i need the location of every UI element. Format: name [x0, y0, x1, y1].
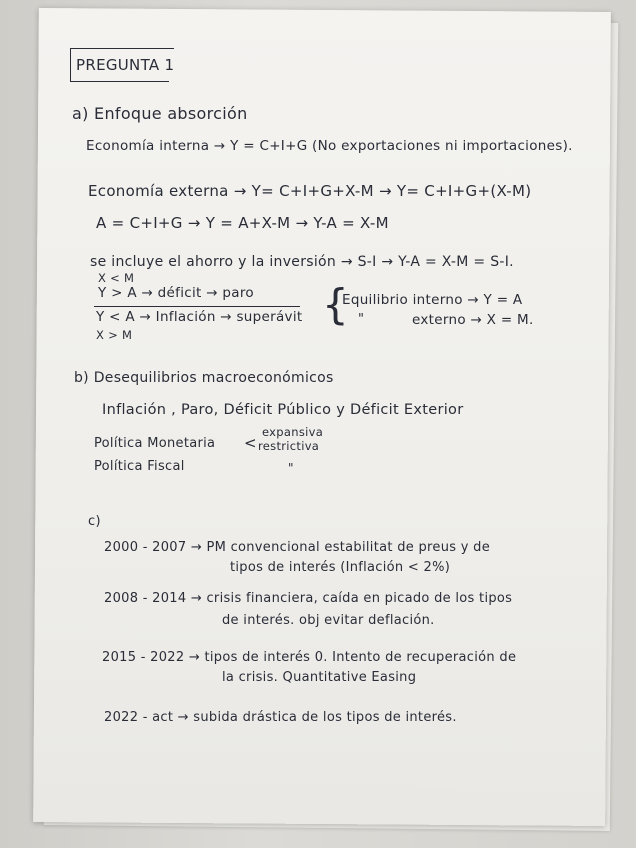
timeline-entry-1b: tipos de interés (Inflación < 2%) [230, 560, 451, 575]
section-b-heading: b) Desequilibrios macroeconómicos [74, 370, 334, 386]
section-a-line-3: A = C+I+G → Y = A+X-M → Y-A = X-M [96, 214, 389, 232]
fraction-bottom: Y < A → Inflación → superávit [96, 309, 303, 325]
section-a-line-2: Economía externa → Y= C+I+G+X-M → Y= C+I+G+(X-M) [88, 182, 532, 200]
fiscal-ditto: " [288, 461, 294, 475]
monetary-option-1: expansiva [262, 425, 324, 439]
fraction-top: Y > A → déficit → paro [98, 285, 254, 301]
section-a-heading: a) Enfoque absorción [72, 104, 248, 123]
monetary-policy: Política Monetaria [94, 436, 216, 451]
section-a-line-1: Economía interna → Y = C+I+G (No exportaciones ni importaciones). [86, 138, 573, 154]
fiscal-policy: Política Fiscal [94, 459, 185, 474]
section-b-line-1: Inflación , Paro, Déficit Público y Déficit Exterior [102, 402, 464, 418]
timeline-entry-4: 2022 - act → subida drástica de los tipos de interés. [104, 710, 457, 725]
monetary-less-than: < [244, 434, 257, 452]
fraction-top-small: X < M [98, 271, 135, 285]
fraction-bottom-small: X > M [96, 328, 133, 342]
brace-icon: { [322, 280, 349, 329]
fraction-rule [94, 306, 300, 307]
timeline-entry-1a: 2000 - 2007 → PM convencional estabilitat de preus y de [104, 540, 491, 555]
equilibrium-external-ditto: " [358, 312, 365, 327]
timeline-entry-2a: 2008 - 2014 → crisis financiera, caída en picado de los tipos [104, 591, 513, 606]
section-a-line-4: se incluye el ahorro y la inversión → S-I → Y-A = X-M = S-I. [90, 254, 514, 270]
section-c-heading: c) [88, 514, 101, 529]
equilibrium-external: externo → X = M. [412, 312, 534, 328]
timeline-entry-3b: la crisis. Quantitative Easing [222, 670, 417, 685]
timeline-entry-3a: 2015 - 2022 → tipos de interés 0. Intento de recuperación de [102, 650, 517, 665]
timeline-entry-2b: de interés. obj evitar deflación. [222, 613, 435, 628]
page-title: PREGUNTA 1 [76, 56, 175, 74]
equilibrium-internal: Equilibrio interno → Y = A [342, 292, 523, 308]
monetary-option-2: restrictiva [258, 439, 320, 453]
